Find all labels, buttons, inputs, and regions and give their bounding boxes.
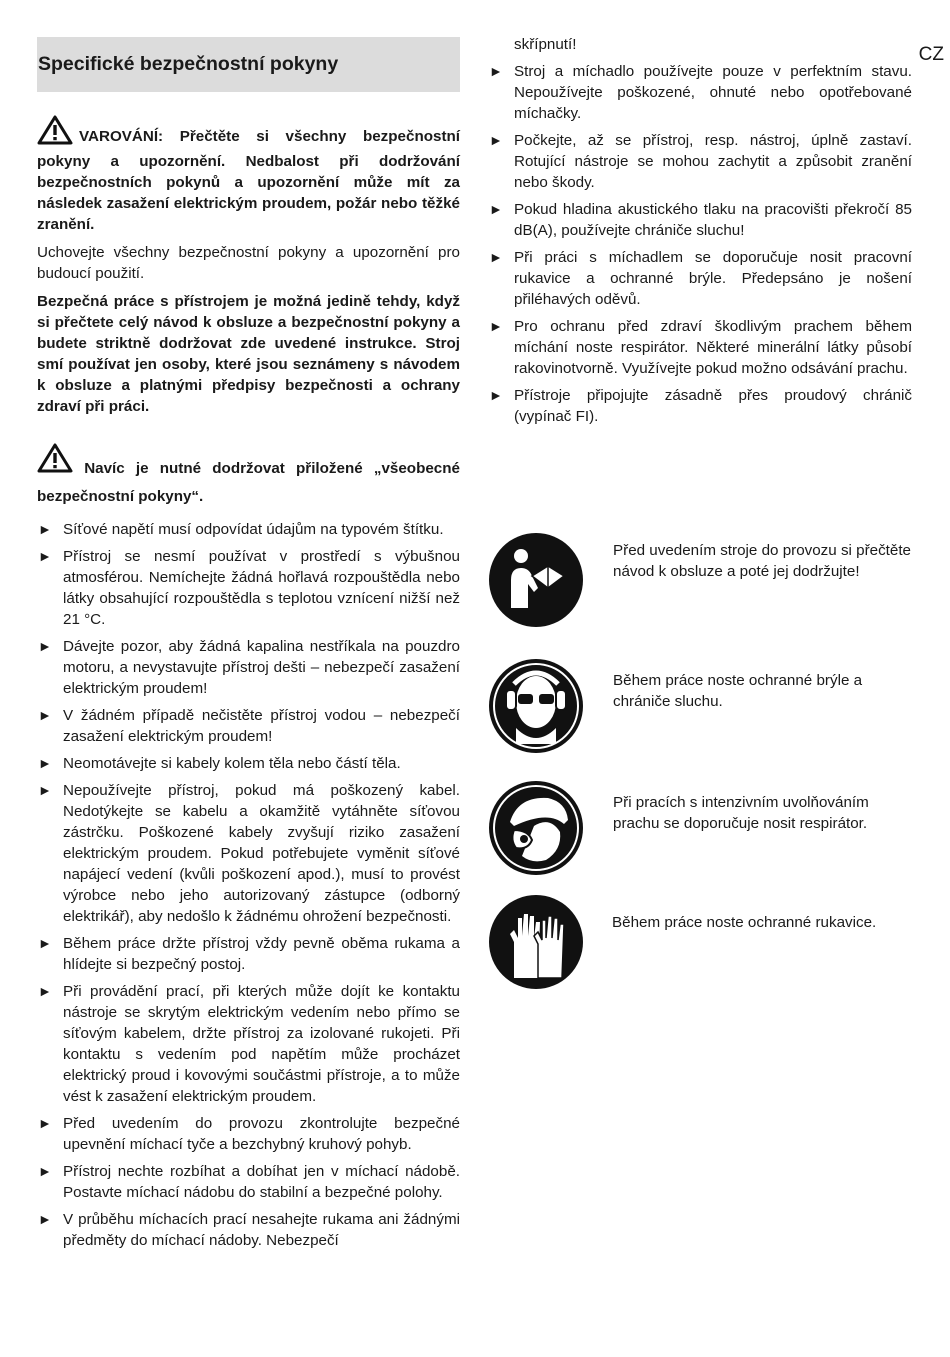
bullet-arrow-icon: ► — [38, 755, 52, 771]
list-item-text: Přístroje připojujte zásadně přes proudový chránič (vypínač FI). — [514, 387, 912, 425]
warning-triangle-icon — [37, 460, 84, 477]
gloves-icon — [488, 894, 584, 990]
list-item-text: Nepoužívejte přístroj, pokud má poškozený kabel. Nedotýkejte se kabelu a okamžitě vytáhněte síťovou zástrčku. Poškozené kabely zvyšují riziko zasažení elektrickým proudem. Pokud potřebujete vyměnit síťové napájecí vedení (kvůli poškození apod.), musí to provést výrobce nebo jeho autorizovaný zástupce (odborný elektrikář), aby nedošlo k žádnému ohrožení bezpečnosti. — [63, 782, 460, 925]
list-item — [488, 130, 912, 193]
right-column — [488, 34, 912, 433]
bullet-arrow-icon: ► — [38, 521, 52, 537]
list-item — [488, 385, 912, 427]
bullet-arrow-icon: ► — [489, 318, 503, 334]
list-item — [488, 316, 912, 379]
list-item — [37, 753, 460, 774]
list-item-text: Pokud hladina akustického tlaku na pracovišti překročí 85 dB(A), používejte chrániče sluchu! — [514, 201, 912, 239]
list-item — [488, 61, 912, 124]
list-item-text: Stroj a míchadlo používejte pouze v perfektním stavu. Nepoužívejte poškozené, ohnuté nebo opotřebované míchačky. — [514, 63, 912, 122]
respirator-icon — [488, 780, 584, 876]
safe-work-text: Bezpečná práce s přístrojem je možná jedině tehdy, když si přečtete celý návod k obsluze a bezpečnostní pokyny a budete striktně dodržovat zde uvedené instrukce. Stroj smí používat jen osoby, které jsou seznámeny s návodem k obsluze a platnými předpisy bezpečnosti a ochrany zdraví při práci. — [37, 293, 460, 415]
list-item — [37, 519, 460, 540]
warning-triangle-icon — [37, 115, 73, 151]
read-manual-icon — [488, 532, 584, 628]
list-item — [37, 636, 460, 699]
general-notice-text: Navíc je nutné dodržovat přiložené „všeobecné bezpečnostní pokyny“. — [37, 460, 460, 505]
list-item — [37, 1113, 460, 1155]
list-item-text: Počkejte, až se přístroj, resp. nástroj, úplně zastaví. Rotující nástroje se mohou zachytit a způsobit zranění nebo škody. — [514, 132, 912, 191]
goggles-ear-protection-icon — [488, 658, 584, 754]
list-item-text: Při práci s míchadlem se doporučuje nosit pracovní rukavice a ochranné brýle. Předepsáno je nošení přiléhavých oděvů. — [514, 249, 912, 308]
list-item — [37, 1209, 460, 1251]
warning-paragraph — [37, 115, 460, 235]
left-column — [37, 37, 460, 1257]
list-item-text: V průběhu míchacích prací nesahejte rukama ani žádnými předměty do míchací nádoby. Nebezpečí — [63, 1211, 460, 1249]
list-item-text: Síťové napětí musí odpovídat údajům na typovém štítku. — [63, 521, 444, 538]
bullet-arrow-icon: ► — [489, 132, 503, 148]
section-title-box — [37, 37, 460, 92]
keep-instructions-text: Uchovejte všechny bezpečnostní pokyny a upozornění pro budoucí použití. — [37, 244, 460, 282]
bullet-arrow-icon: ► — [489, 63, 503, 79]
left-bullet-list — [37, 519, 460, 1251]
bullet-arrow-icon: ► — [38, 1211, 52, 1227]
list-item-text: Během práce držte přístroj vždy pevně oběma rukama a hlídejte si bezpečný postoj. — [63, 935, 460, 973]
bullet-arrow-icon: ► — [489, 249, 503, 265]
list-item-text: Dávejte pozor, aby žádná kapalina nestříkala na pouzdro motoru, a nevystavujte přístroj dešti – nebezpečí zasažení elektrickým proudem! — [63, 638, 460, 697]
language-tag: CZ — [918, 44, 944, 65]
bullet-arrow-icon: ► — [38, 1163, 52, 1179]
bullet-arrow-icon: ► — [38, 638, 52, 654]
list-item-text: Neomotávejte si kabely kolem těla nebo částí těla. — [63, 755, 401, 772]
sign-text-gloves: Během práce noste ochranné rukavice. — [612, 914, 877, 931]
continued-text: skřípnutí! — [514, 36, 577, 53]
warning-label: VAROVÁNÍ — [79, 128, 159, 145]
list-item-text: Před uvedením do provozu zkontrolujte bezpečné upevnění míchací tyče a bezchybný kruhový pohyb. — [63, 1115, 460, 1153]
bullet-arrow-icon: ► — [38, 548, 52, 564]
list-item — [488, 199, 912, 241]
list-item — [488, 247, 912, 310]
list-item — [37, 780, 460, 927]
sign-text-respirator: Při pracích s intenzivním uvolňováním prachu se doporučuje nosit respirátor. — [613, 794, 869, 832]
list-item-text: V žádném případě nečistěte přístroj vodou – nebezpečí zasažení elektrickým proudem! — [63, 707, 460, 745]
general-notice — [37, 443, 460, 511]
bullet-arrow-icon: ► — [489, 201, 503, 217]
list-item-text: Při provádění prací, při kterých může dojít ke kontaktu nástroje se skrytým elektrickým vedením nebo přímo se síťovým kabelem, držte přístroj za izolované rukojeti. Při kontaktu s vedením pod napětím může procházet elektrický proud i kovovými součástmi přístroje, a to může vést k zasažení elektrickým proudem. — [63, 983, 460, 1105]
bullet-arrow-icon: ► — [38, 983, 52, 999]
sign-text-read-manual: Před uvedením stroje do provozu si přečtěte návod k obsluze a poté jej dodržujte! — [613, 542, 912, 580]
list-item — [37, 705, 460, 747]
list-item — [37, 933, 460, 975]
section-title: Specifické bezpečnostní pokyny — [38, 53, 339, 75]
warning-text: : Přečtěte si všechny bezpečnostní pokyny a upozornění. Nedbalost při dodržování bezpečnostních pokynů a upozornění může mít za následek zasažení elektrickým proudem, požár nebo těžké zranění. — [37, 128, 460, 233]
list-item — [37, 1161, 460, 1203]
list-item-text: Přístroj nechte rozbíhat a dobíhat jen v míchací nádobě. Postavte míchací nádobu do stabilní a bezpečné polohy. — [63, 1163, 460, 1201]
right-bullet-list — [488, 61, 912, 427]
list-item — [37, 546, 460, 630]
bullet-arrow-icon: ► — [38, 1115, 52, 1131]
bullet-arrow-icon: ► — [38, 707, 52, 723]
list-item-text: Přístroj se nesmí používat v prostředí s výbušnou atmosférou. Nemíchejte žádná hořlavá rozpouštědla nebo látky obsahující rozpouštědla s teplotou vznícení nižší než 21 °C. — [63, 548, 460, 628]
bullet-arrow-icon: ► — [489, 387, 503, 403]
list-item-text: Pro ochranu před zdraví škodlivým prachem během míchání noste respirátor. Některé minerální látky působí rakovinotvorně. Využívejte pokud možno odsávání prachu. — [514, 318, 912, 377]
bullet-arrow-icon: ► — [38, 782, 52, 798]
safety-signs — [488, 532, 912, 1012]
sign-text-goggles: Během práce noste ochranné brýle a chrániče sluchu. — [613, 672, 863, 710]
bullet-arrow-icon: ► — [38, 935, 52, 951]
list-item — [37, 981, 460, 1107]
